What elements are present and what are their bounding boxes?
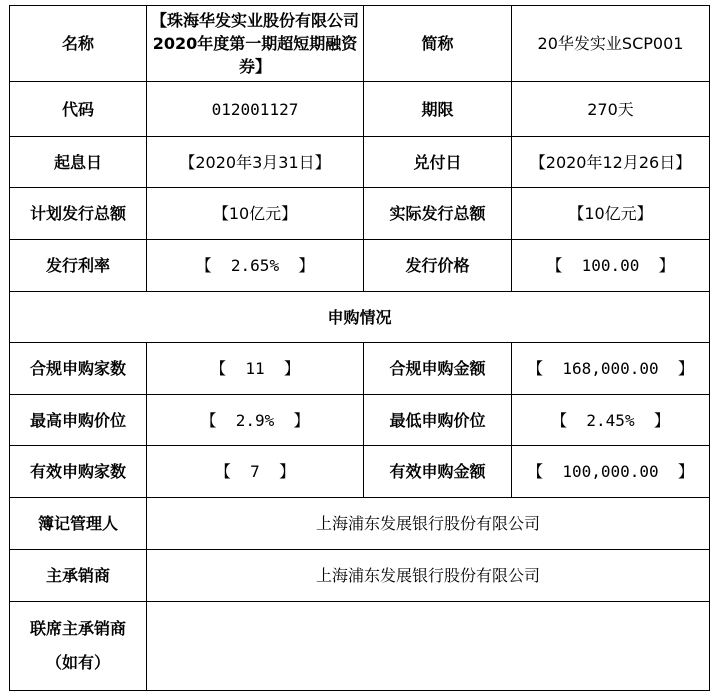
short-name-value: 20华发实业SCP001: [512, 6, 710, 82]
compliant-count-label: 合规申购家数: [10, 343, 147, 395]
issue-rate-value: 【 2.65% 】: [147, 240, 364, 292]
lead-underwriter-value: 上海浦东发展银行股份有限公司: [147, 550, 710, 602]
table-row: [10, 292, 710, 343]
planned-amount-value: 【10亿元】: [147, 188, 364, 240]
table-row: [10, 188, 710, 240]
bookrunner-value: 上海浦东发展银行股份有限公司: [147, 498, 710, 550]
highest-price-value: 【 2.9% 】: [147, 395, 364, 446]
effective-count-label: 有效申购家数: [10, 446, 147, 498]
table-row: [10, 550, 710, 602]
actual-amount-value: 【10亿元】: [512, 188, 710, 240]
table-row: [10, 82, 710, 137]
issue-price-value: 【 100.00 】: [512, 240, 710, 292]
compliant-amount-value: 【 168,000.00 】: [512, 343, 710, 395]
effective-count-value: 【 7 】: [147, 446, 364, 498]
lowest-price-value: 【 2.45% 】: [512, 395, 710, 446]
value-date-value: 【2020年3月31日】: [147, 137, 364, 188]
issue-rate-label: 发行利率: [10, 240, 147, 292]
table-row: [10, 343, 710, 395]
table-row: [10, 240, 710, 292]
redemption-date-value: 【2020年12月26日】: [512, 137, 710, 188]
joint-underwriter-label: 联席主承销商 （如有）: [10, 602, 147, 691]
term-label: 期限: [364, 82, 512, 137]
name-value: 【珠海华发实业股份有限公司2020年度第一期超短期融资券】: [147, 6, 364, 82]
highest-price-label: 最高申购价位: [10, 395, 147, 446]
table-row: [10, 137, 710, 188]
compliant-amount-label: 合规申购金额: [364, 343, 512, 395]
effective-amount-value: 【 100,000.00 】: [512, 446, 710, 498]
value-date-label: 起息日: [10, 137, 147, 188]
term-value: 270天: [512, 82, 710, 137]
planned-amount-label: 计划发行总额: [10, 188, 147, 240]
short-name-label: 简称: [364, 6, 512, 82]
table-row: [10, 395, 710, 446]
table-row: [10, 498, 710, 550]
bond-issuance-table: [9, 5, 710, 691]
name-label: 名称: [10, 6, 147, 82]
compliant-count-value: 【 11 】: [147, 343, 364, 395]
effective-amount-label: 有效申购金额: [364, 446, 512, 498]
table-row: [10, 6, 710, 82]
actual-amount-label: 实际发行总额: [364, 188, 512, 240]
table-row: [10, 602, 710, 691]
joint-underwriter-value: [147, 602, 710, 691]
issue-price-label: 发行价格: [364, 240, 512, 292]
redemption-date-label: 兑付日: [364, 137, 512, 188]
code-value: 012001127: [147, 82, 364, 137]
lowest-price-label: 最低申购价位: [364, 395, 512, 446]
code-label: 代码: [10, 82, 147, 137]
bookrunner-label: 簿记管理人: [10, 498, 147, 550]
table-row: [10, 446, 710, 498]
lead-underwriter-label: 主承销商: [10, 550, 147, 602]
subscription-section-title: 申购情况: [10, 292, 710, 343]
